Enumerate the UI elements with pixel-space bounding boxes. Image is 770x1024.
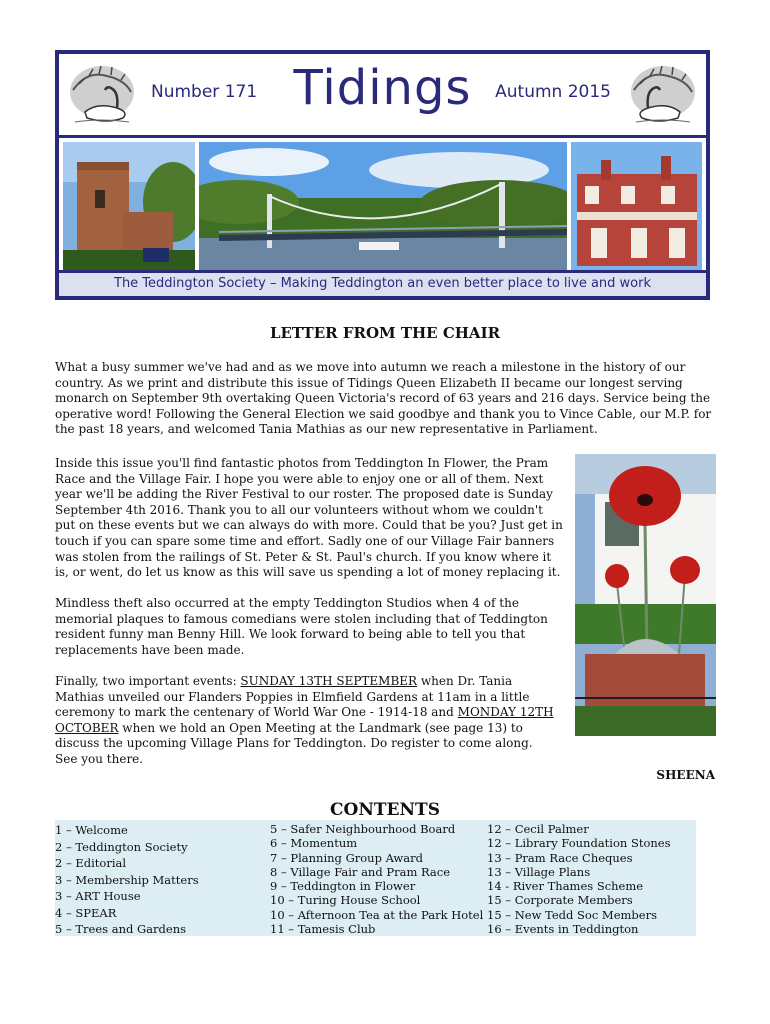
contents-heading: CONTENTS (330, 800, 440, 820)
contents-item[interactable]: 11 – Tamesis Club (270, 922, 376, 937)
contents-table (55, 820, 696, 936)
text-run: Finally, two important events: (55, 674, 241, 688)
contents-item[interactable]: 5 – Trees and Gardens (55, 922, 187, 936)
text-run: when Dr. Tania Mathias unveiled our Flanders Poppies in Elmfield Gardens at 11am in a little ceremony to mark the centenary of World War One - 1914-18 and (55, 674, 530, 720)
contents-item[interactable]: 12 – Library Foundation Stones (487, 836, 671, 851)
contents-item[interactable]: 4 – SPEAR (55, 905, 117, 920)
issue-number: Number 171 (151, 82, 258, 102)
closing-line: See you there. (55, 751, 144, 766)
event-date-month: OCTOBER (55, 720, 119, 735)
contents-item[interactable]: 16 – Events in Teddington (487, 922, 639, 937)
event-date-monday: MONDAY 12TH (457, 705, 554, 720)
contents-item[interactable]: 6 – Momentum (270, 836, 358, 851)
issue-season: Autumn 2015 (495, 82, 611, 102)
letter-paragraph: Mindless theft also occurred at the empty Teddington Studios when 4 of the memorial plaques to famous comedians were stolen including that of Teddington resident funny man Benny Hill. We look forward to being able to tell you that replacements have been made. (55, 596, 548, 657)
footbridge-photo (199, 142, 567, 270)
letter-paragraph: Inside this issue you'll find fantastic photos from Teddington In Flower, the Pram Race and the Village Fair. I hope you were able to enjoy one or all of them. Next year we'll be adding the River Festival to our roster. The proposed date is Sunday September 4th 2016. Thank you to all our volunteers without whom we couldn't put on these events but we can always do with more. Could that be you? Just get in touch if you can spare some time and effort. Sadly one of our Village Fair banners was stolen from the railings of St. Peter & St. Paul's church. If you know where it is, or went, do let us know as this will save us spending a lot of money replacing it. (55, 456, 563, 580)
contents-item[interactable]: 8 – Village Fair and Pram Race (270, 864, 451, 879)
contents-item[interactable]: 10 – Afternoon Tea at the Park Hotel (270, 907, 484, 922)
contents-column (55, 822, 199, 938)
letter-paragraph: What a busy summer we've had and as we move into autumn we reach a milestone in the history of our country. As we print and distribute this issue of Tidings Queen Elizabeth II became our longest serving monarch on September 9th overtaking Queen Victoria's record of 63 years and 216 days. Service being the operative word! Following the General Election we said goodbye and thank you to Vince Cable, our M.P. for the past 18 years, and welcomed Tania Mathias as our new representative in Parliament. (55, 360, 712, 437)
newsletter-title: Tidings (293, 60, 472, 116)
contents-item[interactable]: 15 – Corporate Members (487, 893, 633, 908)
contents-item[interactable]: 13 – Village Plans (487, 864, 591, 879)
contents-item[interactable]: 7 – Planning Group Award (270, 850, 423, 865)
contents-item[interactable]: 2 – Editorial (55, 856, 127, 870)
masthead-title-row (59, 54, 706, 138)
contents-item[interactable]: 13 – Pram Race Cheques (487, 850, 633, 865)
letter-paragraph (55, 674, 563, 768)
church-tower-photo (63, 142, 195, 270)
contents-item[interactable]: 2 – Teddington Society (55, 839, 188, 854)
contents-item[interactable]: 3 – ART House (55, 889, 141, 903)
letter-heading: LETTER FROM THE CHAIR (269, 324, 501, 342)
poppy-sculpture-photo (575, 454, 716, 736)
masthead (55, 50, 710, 300)
contents-item[interactable]: 15 – New Tedd Soc Members (487, 907, 657, 922)
text-run: when we hold an Open Meeting at the Landmark (see page 13) to discuss the upcoming Village Plans for Teddington. Do register to come along. (55, 720, 533, 751)
contents-column (487, 822, 671, 936)
contents-item[interactable]: 3 – Membership Matters (55, 872, 199, 887)
society-tagline: The Teddington Society – Making Teddington an even better place to live and work (59, 270, 706, 296)
red-brick-building-photo (571, 142, 702, 270)
contents-item[interactable]: 14 - River Thames Scheme (487, 879, 644, 894)
letter-signature: SHEENA (656, 768, 715, 782)
contents-item[interactable]: 12 – Cecil Palmer (487, 822, 589, 836)
event-date-sunday: SUNDAY 13TH SEPTEMBER (240, 674, 418, 688)
photo-strip (59, 138, 706, 274)
contents-item[interactable]: 1 – Welcome (55, 823, 128, 837)
swan-engraving-icon (628, 62, 698, 130)
contents-column (270, 822, 483, 936)
contents-item[interactable]: 10 – Turing House School (270, 893, 421, 908)
contents-item[interactable]: 5 – Safer Neighbourhood Board (270, 822, 456, 836)
contents-item[interactable]: 9 – Teddington in Flower (270, 879, 416, 894)
